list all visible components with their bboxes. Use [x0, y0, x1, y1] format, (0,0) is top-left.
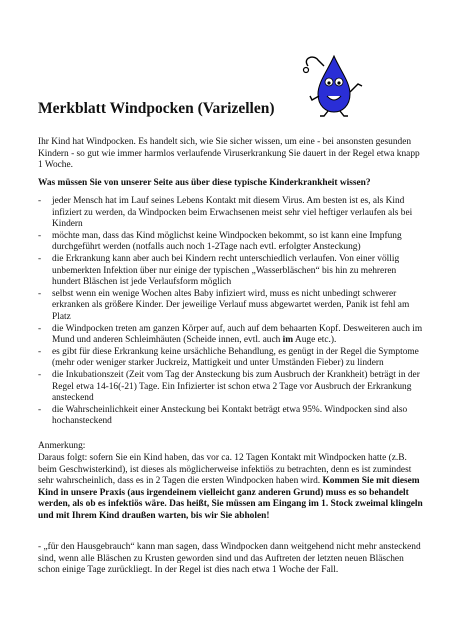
list-item-text: selbst wenn ein wenige Wochen altes Baby infiziert wird, muss es nicht unbedingt schwerer erkranken als größere Kinder. Der jeweilige Verlauf muss abgewartet werden, Panik ist fehl am Platz — [52, 288, 410, 322]
list-item — [38, 370, 424, 405]
fact-list — [38, 196, 424, 428]
list-item — [38, 254, 424, 289]
emphasis-text: im — [282, 335, 294, 346]
virus-mascot-icon — [300, 52, 368, 118]
bullet-dash: - — [38, 288, 42, 299]
bullet-dash: - — [38, 230, 42, 241]
list-item-text: jeder Mensch hat im Lauf seines Lebens Kontakt mit diesem Virus. Am besten ist es, als Kind infiziert zu werden, da Windpocken beim Erwachsenen meist sehr viel heftiger verlaufen als bei Kindern — [52, 196, 413, 230]
bullet-dash: - — [38, 323, 42, 334]
list-item-text-start: die Windpocken treten am ganzen Körper auf, auch auf dem behaarten Kopf. Desweiteren auch im Mund und anderen Schleimhäuten (Scheide innen, evtl. auch — [52, 323, 423, 346]
list-item-text: es gibt für diese Erkrankung keine ursächliche Behandlung, es genügt in der Regel die Symptome (mehr oder weniger starker Juckreiz, Mattigkeit und unter Umständen Fieber) zu lindern — [52, 346, 419, 369]
list-item-text: die Wahrscheinlichkeit einer Ansteckung bei Kontakt beträgt etwa 95%. Windpocken sind also hochansteckend — [52, 404, 408, 427]
note-emphasis: Kommen Sie mit diesem Kind in unsere Praxis (aus irgendeinem vielleicht ganz anderen Grund) muss es so behandelt werden, als ob es infektiös wäre. Das heißt, Sie müssen am Eingang im 1. Stock zweimal klingeln und mit Ihrem Kind draußen warten, bis wir Sie abholen! — [38, 476, 423, 521]
list-item-text-end: Auge etc.). — [293, 335, 337, 346]
list-item — [38, 347, 424, 370]
list-item-text: die Inkubationszeit (Zeit vom Tag der Ansteckung bis zum Ausbruch der Krankheit) beträgt in der Regel etwa 14-16(-21) Tage. Ein Infizierter ist schon etwa 2 Tage vor Ausbruch der Erkrankung ansteckend — [52, 369, 420, 404]
bullet-dash: - — [38, 253, 42, 264]
intro-paragraph: Ihr Kind hat Windpocken. Es handelt sich, wie Sie sicher wissen, um eine - bei ansonsten gesunden Kindern - so gut wie immer harmlos verlaufende Viruserkrankung Sie dauert in der Regel etwa knapp 1 Woche. — [38, 137, 420, 171]
note-text: Daraus folgt: sofern Sie ein Kind haben, das vor ca. 12 Tagen Kontakt mit Windpocken hatte (z.B. beim Geschwisterkind), ist dieses als möglicherweise infektiös zu betrachten, denn es ist zumindest sehr wahrscheinlich, dass es in 2 Tagen die ersten Windpocken haben wird. — [38, 453, 412, 487]
note-paragraph — [38, 453, 424, 523]
bullet-dash: - — [38, 196, 42, 206]
list-item-text: möchte man, dass das Kind möglichst keine Windpocken bekommt, so ist kann eine Impfung durchgeführt werden (notfalls auch noch 1-2Tage nach evtl. erfolgter Ansteckung) — [52, 230, 402, 253]
bullet-dash: - — [38, 369, 42, 380]
list-item — [38, 405, 424, 428]
question-heading: Was müssen Sie von unserer Seite aus über diese typische Kinderkrankheit wissen? — [38, 178, 371, 188]
footer-paragraph: - „für den Hausgebrauch“ kann man sagen, dass Windpocken dann weitgehend nicht mehr ansteckend sind, wenn alle Bläschen zu Krusten geworden sind und das Auftreten der letzten neuen Bläschen schon einige Tage zurückliegt. In der Regel ist dies nach etwa 1 Woche der Fall. — [38, 542, 421, 576]
bullet-dash: - — [38, 346, 42, 357]
list-item — [38, 289, 424, 324]
list-item — [38, 231, 424, 254]
list-item-text: die Erkrankung kann aber auch bei Kindern recht unterschiedlich verlaufen. Von einer völlig unbemerkten Infektion über nur einige der typischen „Wasserbläschen“ bis hin zu mehreren hundert Bläschen ist jede Verlaufsform möglich — [52, 253, 400, 288]
bullet-dash: - — [38, 404, 42, 415]
list-item — [38, 196, 424, 231]
note-heading: Anmerkung: — [38, 441, 86, 451]
page-title: Merkblatt Windpocken (Varizellen) — [38, 100, 275, 117]
list-item — [38, 324, 424, 347]
